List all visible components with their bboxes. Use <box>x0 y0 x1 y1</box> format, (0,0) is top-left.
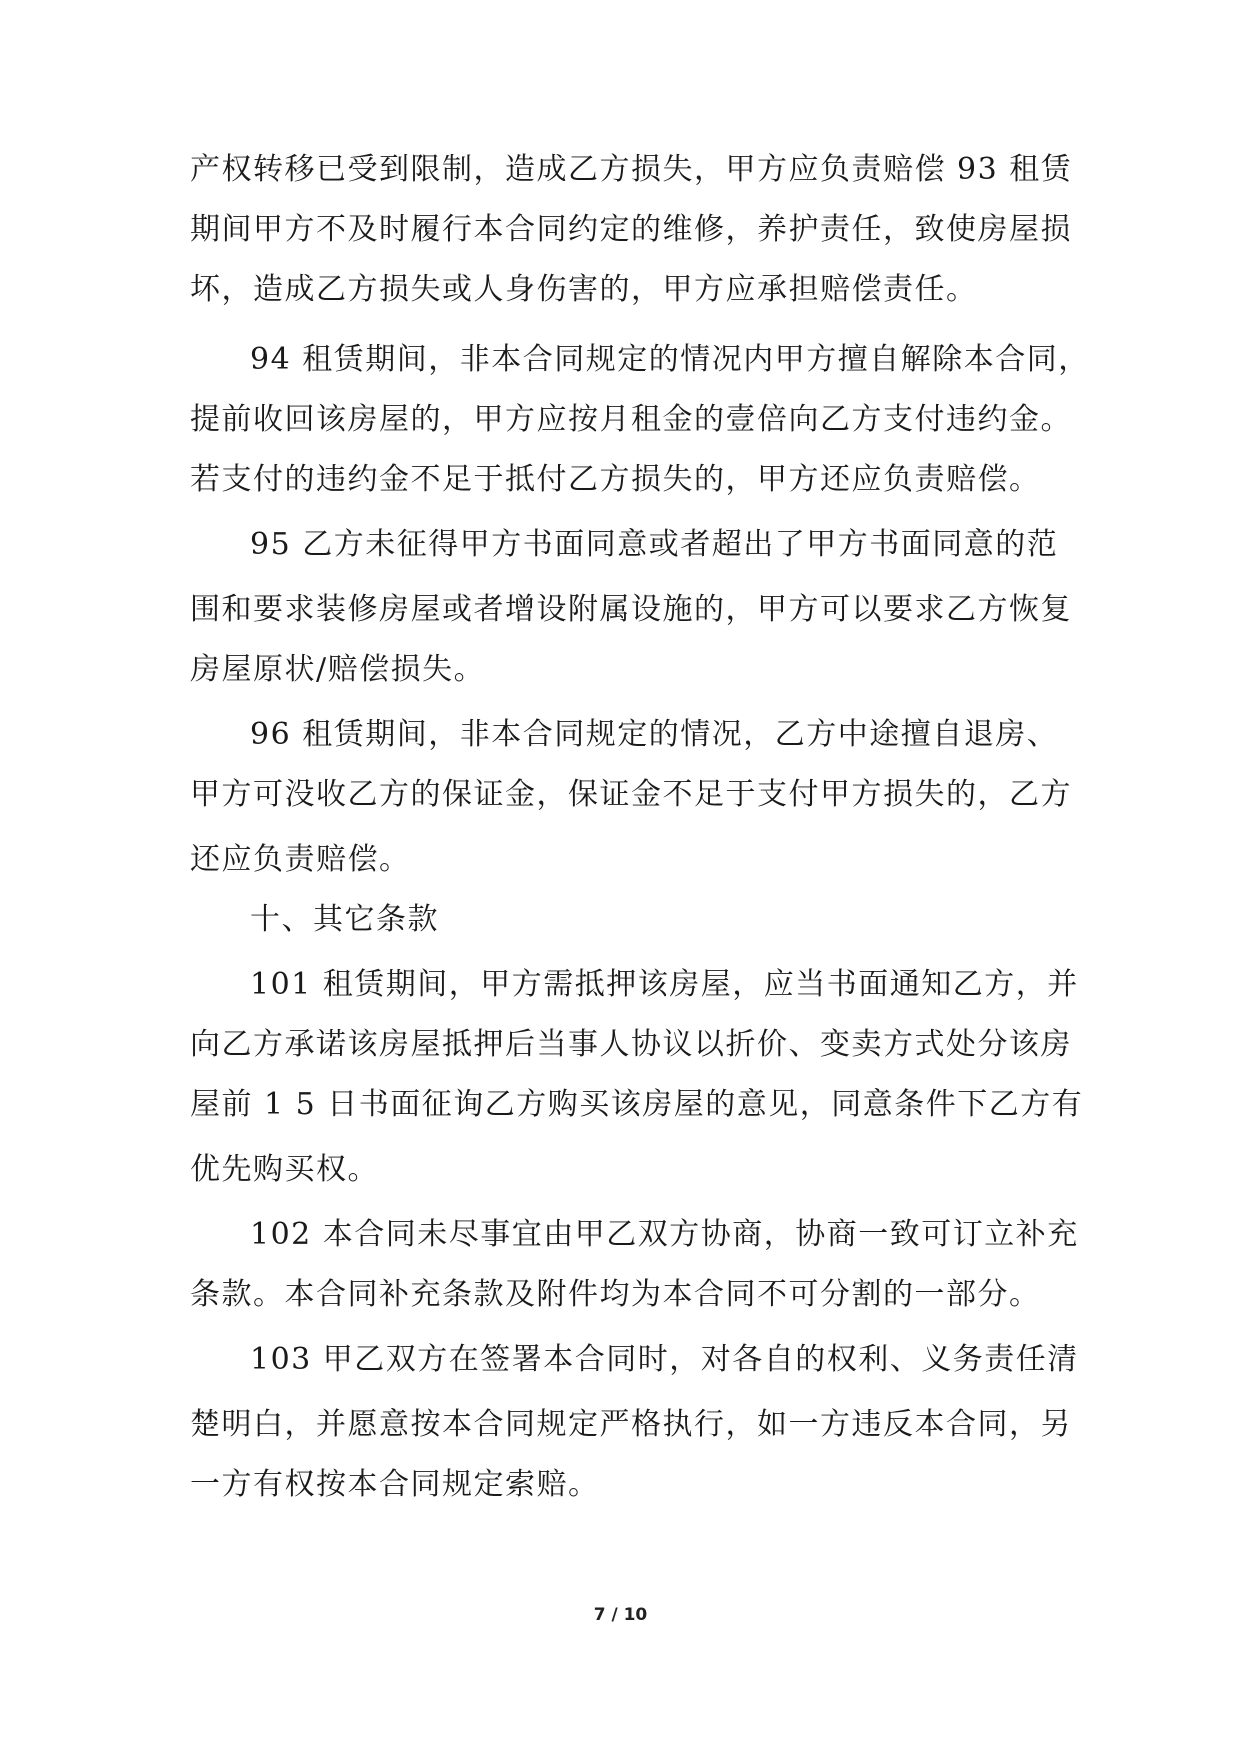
text-line: 提前收回该房屋的，甲方应按月租金的壹倍向乙方支付违约金。 <box>190 402 1072 437</box>
text-line: 95 乙方未征得甲方书面同意或者超出了甲方书面同意的范 <box>250 527 1059 562</box>
text-line: 产权转移已受到限制，造成乙方损失，甲方应负责赔偿 93 租赁 <box>190 152 1073 187</box>
text-line: 若支付的违约金不足于抵付乙方损失的，甲方还应负责赔偿。 <box>190 462 1041 497</box>
text-line: 楚明白，并愿意按本合同规定严格执行，如一方违反本合同，另 <box>190 1407 1072 1442</box>
text-line: 96 租赁期间，非本合同规定的情况，乙方中途擅自退房、 <box>250 717 1059 752</box>
text-line: 还应负责赔偿。 <box>190 842 411 877</box>
text-line: 94 租赁期间，非本合同规定的情况内甲方擅自解除本合同， <box>250 342 1090 377</box>
text-line: 103 甲乙双方在签署本合同时，对各自的权利、义务责任清 <box>250 1342 1079 1377</box>
text-line: 坏，造成乙方损失或人身伤害的，甲方应承担赔偿责任。 <box>190 272 978 307</box>
text-line: 期间甲方不及时履行本合同约定的维修，养护责任，致使房屋损 <box>190 212 1072 247</box>
text-line: 优先购买权。 <box>190 1152 379 1187</box>
section-heading: 十、其它条款 <box>250 902 439 937</box>
text-line: 房屋原状/赔偿损失。 <box>190 652 486 687</box>
text-line: 屋前 1 5 日书面征询乙方购买该房屋的意见，同意条件下乙方有 <box>190 1087 1084 1122</box>
text-line: 甲方可没收乙方的保证金，保证金不足于支付甲方损失的，乙方 <box>190 777 1072 812</box>
text-line: 条款。本合同补充条款及附件均为本合同不可分割的一部分。 <box>190 1277 1041 1312</box>
text-line: 101 租赁期间，甲方需抵押该房屋，应当书面通知乙方，并 <box>250 967 1079 1002</box>
text-line: 一方有权按本合同规定索赔。 <box>190 1467 600 1502</box>
page-number: 7 / 10 <box>593 1605 648 1625</box>
text-line: 102 本合同未尽事宜由甲乙双方协商，协商一致可订立补充 <box>250 1217 1079 1252</box>
text-line: 向乙方承诺该房屋抵押后当事人协议以折价、变卖方式处分该房 <box>190 1027 1072 1062</box>
text-line: 围和要求装修房屋或者增设附属设施的，甲方可以要求乙方恢复 <box>190 592 1072 627</box>
